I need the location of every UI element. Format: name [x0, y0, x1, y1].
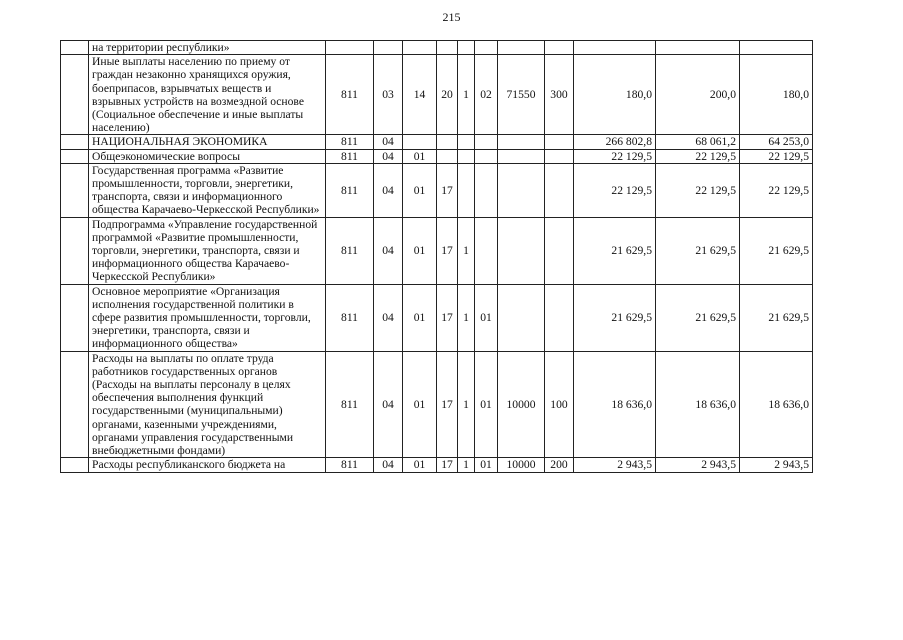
amount-1-cell: 22 129,5 [574, 163, 656, 217]
expense-type-code-cell [545, 41, 574, 55]
row-index-cell [61, 458, 89, 472]
ministry-code-cell: 811 [326, 351, 374, 458]
table-row [61, 55, 813, 135]
event-code-cell [475, 41, 498, 55]
direction-code-cell [498, 163, 545, 217]
event-code-cell [475, 135, 498, 149]
amount-1-cell: 21 629,5 [574, 284, 656, 351]
amount-1-cell [574, 41, 656, 55]
amount-3-cell: 2 943,5 [740, 458, 813, 472]
program-code-cell [437, 135, 458, 149]
amount-2-cell: 2 943,5 [656, 458, 740, 472]
section-code-cell: 04 [374, 351, 403, 458]
ministry-code-cell: 811 [326, 284, 374, 351]
section-code-cell: 03 [374, 55, 403, 135]
amount-2-cell [656, 41, 740, 55]
table-row [61, 458, 813, 472]
table-row [61, 135, 813, 149]
item-name-cell: Подпрограмма «Управление государственной программой «Развитие промышленности, торговли, энергетики, транспорта, связи и информационного общества Карачаево-Черкесской Республики» [89, 217, 326, 284]
table-row [61, 217, 813, 284]
subsection-code-cell: 01 [403, 351, 437, 458]
amount-2-cell: 21 629,5 [656, 284, 740, 351]
table-row [61, 163, 813, 217]
amount-3-cell: 180,0 [740, 55, 813, 135]
direction-code-cell: 71550 [498, 55, 545, 135]
item-name-cell: Расходы на выплаты по оплате труда работников государственных органов (Расходы на выплаты персоналу в целях обеспечения выполнения функций государственными (муниципальными) органами, казенными учреждениями, органами управления государственными внебюджетными фондами) [89, 351, 326, 458]
subsection-code-cell [403, 41, 437, 55]
row-index-cell [61, 149, 89, 163]
program-code-cell [437, 41, 458, 55]
subprogram-code-cell: 1 [458, 55, 475, 135]
amount-2-cell: 68 061,2 [656, 135, 740, 149]
subsection-code-cell: 01 [403, 284, 437, 351]
event-code-cell: 01 [475, 284, 498, 351]
program-code-cell: 17 [437, 284, 458, 351]
expense-type-code-cell [545, 149, 574, 163]
program-code-cell: 17 [437, 163, 458, 217]
item-name-cell: Государственная программа «Развитие промышленности, торговли, энергетики, транспорта, связи и информационного общества Карачаево-Черкесской Республики» [89, 163, 326, 217]
item-name-cell: на территории республики» [89, 41, 326, 55]
expense-type-code-cell [545, 135, 574, 149]
program-code-cell: 17 [437, 458, 458, 472]
subprogram-code-cell: 1 [458, 458, 475, 472]
page-number: 215 [442, 10, 461, 24]
row-index-cell [61, 41, 89, 55]
ministry-code-cell: 811 [326, 217, 374, 284]
row-index-cell [61, 351, 89, 458]
ministry-code-cell [326, 41, 374, 55]
expense-type-code-cell [545, 217, 574, 284]
program-code-cell: 17 [437, 351, 458, 458]
amount-1-cell: 22 129,5 [574, 149, 656, 163]
expense-type-code-cell: 300 [545, 55, 574, 135]
event-code-cell [475, 163, 498, 217]
amount-3-cell: 21 629,5 [740, 217, 813, 284]
amount-3-cell: 21 629,5 [740, 284, 813, 351]
subsection-code-cell [403, 135, 437, 149]
direction-code-cell: 10000 [498, 458, 545, 472]
event-code-cell: 02 [475, 55, 498, 135]
subprogram-code-cell [458, 41, 475, 55]
event-code-cell [475, 217, 498, 284]
expense-type-code-cell: 100 [545, 351, 574, 458]
amount-1-cell: 266 802,8 [574, 135, 656, 149]
amount-2-cell: 200,0 [656, 55, 740, 135]
ministry-code-cell: 811 [326, 55, 374, 135]
table-row [61, 284, 813, 351]
direction-code-cell [498, 284, 545, 351]
amount-2-cell: 21 629,5 [656, 217, 740, 284]
table-row [61, 149, 813, 163]
event-code-cell: 01 [475, 458, 498, 472]
amount-3-cell [740, 41, 813, 55]
section-code-cell [374, 41, 403, 55]
subsection-code-cell: 01 [403, 217, 437, 284]
row-index-cell [61, 284, 89, 351]
direction-code-cell [498, 135, 545, 149]
amount-1-cell: 21 629,5 [574, 217, 656, 284]
subprogram-code-cell [458, 135, 475, 149]
program-code-cell: 17 [437, 217, 458, 284]
ministry-code-cell: 811 [326, 135, 374, 149]
section-code-cell: 04 [374, 284, 403, 351]
budget-table [60, 40, 813, 473]
amount-3-cell: 22 129,5 [740, 163, 813, 217]
ministry-code-cell: 811 [326, 163, 374, 217]
amount-3-cell: 18 636,0 [740, 351, 813, 458]
table-row [61, 41, 813, 55]
expense-type-code-cell: 200 [545, 458, 574, 472]
ministry-code-cell: 811 [326, 458, 374, 472]
subsection-code-cell: 01 [403, 149, 437, 163]
amount-2-cell: 22 129,5 [656, 149, 740, 163]
subprogram-code-cell: 1 [458, 351, 475, 458]
section-code-cell: 04 [374, 135, 403, 149]
amount-1-cell: 18 636,0 [574, 351, 656, 458]
amount-2-cell: 18 636,0 [656, 351, 740, 458]
direction-code-cell: 10000 [498, 351, 545, 458]
direction-code-cell [498, 149, 545, 163]
amount-3-cell: 64 253,0 [740, 135, 813, 149]
event-code-cell [475, 149, 498, 163]
subprogram-code-cell: 1 [458, 284, 475, 351]
amount-1-cell: 180,0 [574, 55, 656, 135]
section-code-cell: 04 [374, 217, 403, 284]
section-code-cell: 04 [374, 163, 403, 217]
item-name-cell: Расходы республиканского бюджета на [89, 458, 326, 472]
subsection-code-cell: 01 [403, 163, 437, 217]
program-code-cell [437, 149, 458, 163]
row-index-cell [61, 217, 89, 284]
item-name-cell: НАЦИОНАЛЬНАЯ ЭКОНОМИКА [89, 135, 326, 149]
direction-code-cell [498, 41, 545, 55]
subprogram-code-cell [458, 149, 475, 163]
item-name-cell: Общеэкономические вопросы [89, 149, 326, 163]
program-code-cell: 20 [437, 55, 458, 135]
expense-type-code-cell [545, 163, 574, 217]
subprogram-code-cell: 1 [458, 217, 475, 284]
row-index-cell [61, 163, 89, 217]
event-code-cell: 01 [475, 351, 498, 458]
amount-3-cell: 22 129,5 [740, 149, 813, 163]
subsection-code-cell: 14 [403, 55, 437, 135]
direction-code-cell [498, 217, 545, 284]
amount-1-cell: 2 943,5 [574, 458, 656, 472]
subprogram-code-cell [458, 163, 475, 217]
section-code-cell: 04 [374, 458, 403, 472]
subsection-code-cell: 01 [403, 458, 437, 472]
section-code-cell: 04 [374, 149, 403, 163]
amount-2-cell: 22 129,5 [656, 163, 740, 217]
row-index-cell [61, 135, 89, 149]
expense-type-code-cell [545, 284, 574, 351]
item-name-cell: Основное мероприятие «Организация исполнения государственной политики в сфере развития промышленности, торговли, энергетики, транспорта, связи и информационного общества» [89, 284, 326, 351]
table-row [61, 351, 813, 458]
ministry-code-cell: 811 [326, 149, 374, 163]
item-name-cell: Иные выплаты населению по приему от граждан незаконно хранящихся оружия, боеприпасов, взрывчатых веществ и взрывных устройств на возмездной основе (Социальное обеспечение и иные выплаты населению) [89, 55, 326, 135]
row-index-cell [61, 55, 89, 135]
